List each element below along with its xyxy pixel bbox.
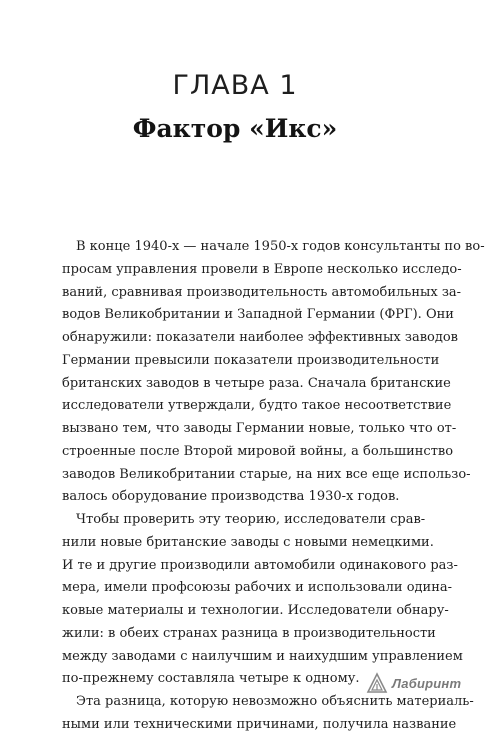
chapter-label: ГЛАВА 1 (172, 70, 298, 101)
paragraph-2-line: ковые материалы и технологии. Исследователи обнару- (62, 603, 449, 618)
paragraph-2-line: мера, имели профсоюзы рабочих и использовали одина- (62, 580, 453, 596)
paragraph-1-line: вызвано тем, что заводы Германии новые, только что от- (62, 421, 457, 436)
paragraph-2-line: между заводами с наилучшим и наихудшим управлением (62, 648, 463, 664)
paragraph-3-line: ными или техническими причинами, получила название (62, 716, 457, 732)
paragraph-3-line: Эта разница, которую невозможно объяснить материаль- (76, 694, 474, 709)
paragraph-1-line: британских заводов в четыре раза. Сначала британские (62, 375, 451, 391)
paragraph-1-line: заводов Великобритании старые, на них все еще использо- (62, 466, 471, 482)
paragraph-1-line: водов Великобритании и Западной Германии (ФРГ). Они (62, 307, 454, 323)
paragraph-1-line: валось оборудование производства 1930-х годов. (62, 489, 400, 505)
paragraph-1-line: строенные после Второй мировой войны, а большинство (62, 443, 454, 459)
watermark-text: Лабиринт (392, 675, 462, 691)
paragraph-2-line: Чтобы проверить эту теорию, исследователи срав- (76, 512, 426, 527)
paragraph-1-line: обнаружили: показатели наиболее эффективных заводов (62, 330, 458, 345)
chapter-title: Фактор «Икс» (132, 114, 338, 143)
paragraph-1-line: исследователи утверждали, будто такое несоответствие (62, 398, 452, 414)
paragraph-1-line: В конце 1940-х — начале 1950-х годов консультанты по во- (76, 239, 485, 254)
paragraph-2-line: И те и другие производили автомобили одинакового раз- (62, 557, 458, 573)
watermark (366, 672, 461, 694)
paragraph-1-line: просам управления провели в Европе несколько исследо- (62, 261, 462, 277)
paragraph-2-line: нили новые британские заводы с новыми немецкими. (62, 534, 434, 550)
paragraph-1-line: ваний, сравнивая производительность автомобильных за- (62, 284, 462, 300)
paragraph-2-line: жили: в обеих странах разница в производительности (62, 625, 436, 641)
paragraph-2-line: по-прежнему составляла четыре к одному. (62, 671, 360, 687)
labirint-logo-icon (366, 672, 388, 694)
paragraph-1-line: Германии превысили показатели производительности (62, 352, 440, 368)
